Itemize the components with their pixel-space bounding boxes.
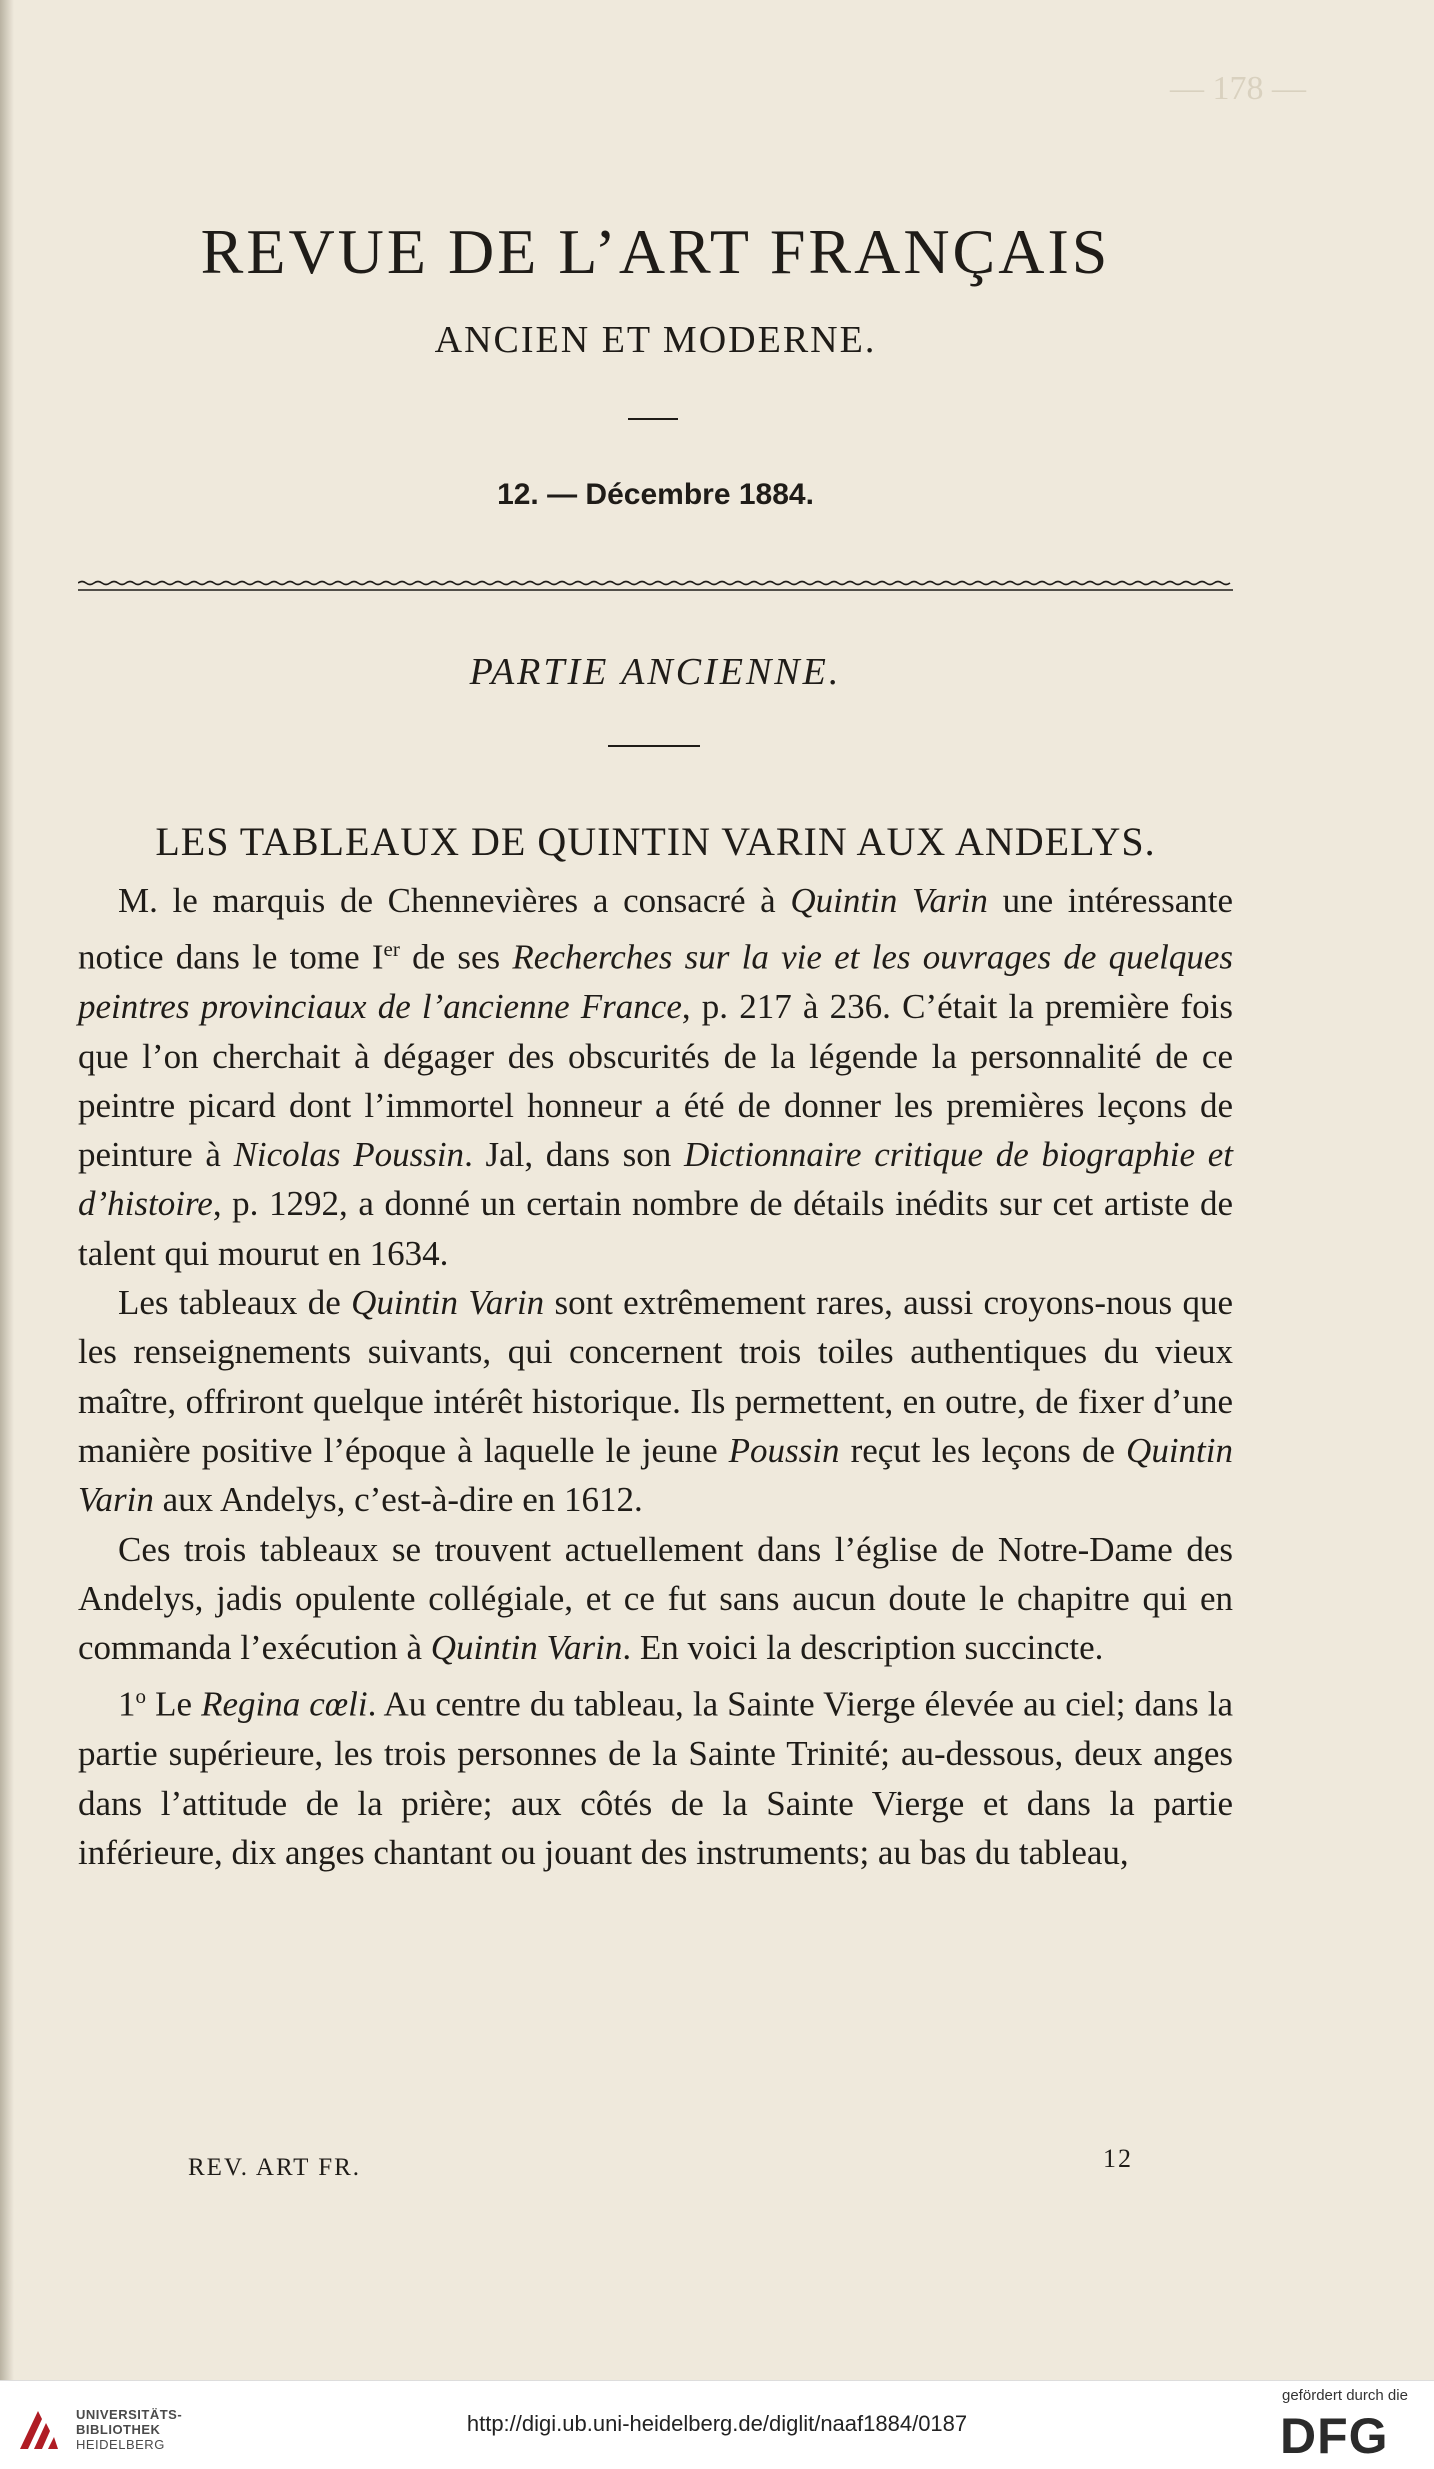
italic-run: Quintin Varin bbox=[78, 1430, 1233, 1520]
italic-run: Nicolas Poussin bbox=[233, 1135, 465, 1175]
section-heading: PARTIE ANCIENNE. bbox=[469, 651, 842, 693]
superscript: er bbox=[383, 937, 400, 962]
article-body bbox=[78, 876, 1233, 1877]
italic-run: Dictionnaire critique de biographie et d’histoire bbox=[78, 1135, 1234, 1224]
title-rule bbox=[628, 418, 678, 420]
paragraph: M. le marquis de Chennevières a consacré à Quintin Varin une intéressante notice dans le tome Ier de ses Recherches sur la vie et les ouvrages de quelques peintres provinciaux de l’ancienne France, p. 217 à 236. C’était la première fois que l’on cherchait à dégager des obscurités de la légende la personnalité de ce peintre picard dont l’immortel honneur a été de donner les premières leçons de peinture à Nicolas Poussin. Jal, dans son Dictionnaire critique de biographie et d’histoire, p. 1292, a donné un certain nombre de détails inédits sur cet artiste de talent qui mourut en 1634. bbox=[78, 881, 1234, 1273]
paragraph: Ces trois tableaux se trouvent actuellement dans l’église de Notre-Dame des Andelys, jadis opulente collégiale, et ce fut sans aucun doute le chapitre qui en commanda l’exécution à Quintin Varin. En voici la description succincte. bbox=[78, 1529, 1233, 1668]
superscript: o bbox=[135, 1684, 146, 1709]
italic-run: Quintin Varin bbox=[351, 1283, 545, 1323]
italic-run: Poussin bbox=[728, 1430, 840, 1470]
footer-bar bbox=[0, 2380, 1434, 2469]
running-footer: REV. ART FR. bbox=[188, 2154, 362, 2181]
section-rule bbox=[608, 745, 700, 747]
italic-run: Recherches sur la vie et les ouvrages de quelques peintres provinciaux de l’ancienne France bbox=[78, 937, 1234, 1027]
page-content bbox=[78, 0, 1233, 2380]
italic-run: Quintin Varin bbox=[790, 881, 988, 920]
wavy-separator bbox=[78, 580, 1233, 594]
funding-note: gefördert durch die bbox=[1282, 2387, 1408, 2404]
italic-run: Regina cœli bbox=[201, 1685, 368, 1725]
show-through-text: — 178 — bbox=[1170, 70, 1306, 107]
journal-title: REVUE DE L’ART FRANÇAIS bbox=[200, 216, 1111, 287]
permalink-url[interactable]: http://digi.ub.uni-heidelberg.de/diglit/naaf1884/0187 bbox=[466, 2411, 968, 2436]
paragraph: 1$^o$ Le Regina cœli. Au centre du tableau, la Sainte Vierge élevée au ciel; dans la partie supérieure, les trois personnes de la Sainte Trinité; au-dessous, deux anges dans l’attitude de la prière; aux côtés de la Sainte Vierge et dans la partie inférieure, dix anges chantant ou jouant des instruments; au bas du tableau, bbox=[78, 1684, 1233, 1872]
library-line: BIBLIOTHEK bbox=[76, 2422, 161, 2437]
journal-subtitle: ANCIEN ET MODERNE. bbox=[434, 319, 877, 361]
signature-mark: 12 bbox=[1103, 2144, 1133, 2173]
dfg-logo[interactable]: DFG bbox=[1280, 2408, 1389, 2464]
paragraph: Les tableaux de Quintin Varin sont extrêmement rares, aussi croyons-nous que les renseignements suivants, qui concernent trois toiles authentiques du vieux maître, offriront quelque intérêt historique. Ils permettent, en outre, de fixer d’une manière positive l’époque à laquelle le jeune Poussin reçut les leçons de Quintin Varin aux Andelys, c’est-à-dire en 1612. bbox=[78, 1283, 1233, 1520]
italic-run: Quintin Varin bbox=[430, 1628, 623, 1668]
library-line: UNIVERSITÄTS- bbox=[76, 2407, 183, 2422]
article-title: LES TABLEAUX DE QUINTIN VARIN AUX ANDELYS. bbox=[155, 819, 1156, 864]
issue-date: 12. — Décembre 1884. bbox=[497, 478, 814, 511]
library-line: HEIDELBERG bbox=[76, 2437, 165, 2452]
